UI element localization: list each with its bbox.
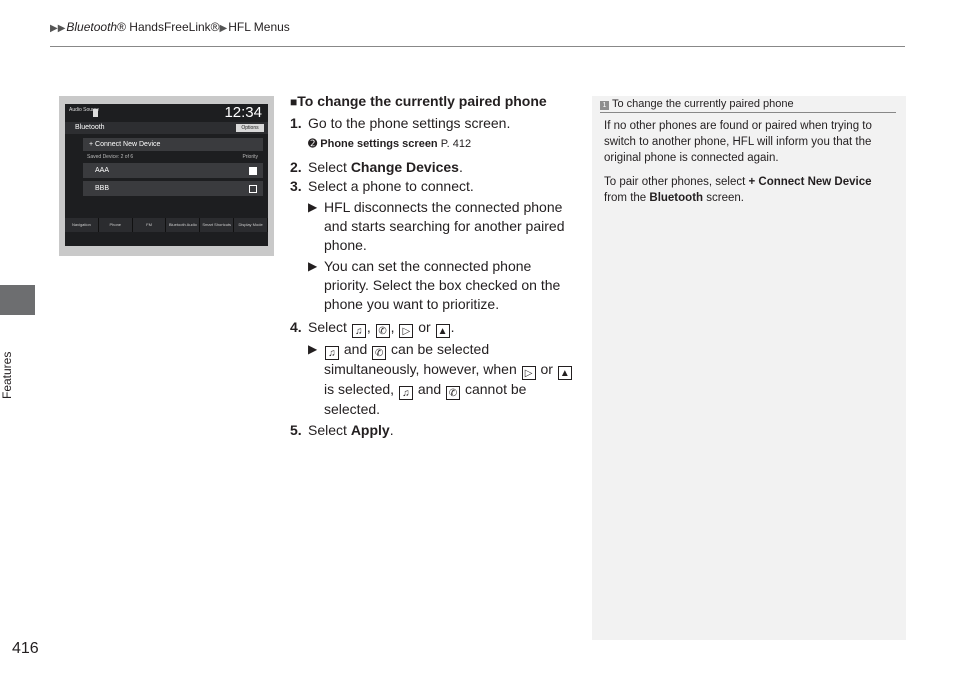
reference-icon: ➋ [308,138,321,150]
result-arrow-icon: ▶ [308,200,318,214]
step-3-result: ▶ HFL disconnects the connected phone and starts searching for another paired phone. [308,199,565,253]
priority-label: Priority [242,154,258,160]
breadcrumb-arrow-icon: ▶▶ [50,23,66,34]
note-body [604,118,894,214]
procedure [290,92,580,440]
audio-icon: ▷ [399,324,413,338]
phone-icon: ✆ [376,324,390,338]
nav-item: Phone [99,218,133,232]
music-note-icon: ♫ [399,386,413,400]
note-heading: 1 To change the currently paired phone [600,98,896,113]
clock: 12:34 [224,104,262,121]
note-paragraph: To pair other phones, select + Connect New Device from the Bluetooth screen. [604,176,872,204]
note-paragraph: If no other phones are found or paired when trying to switch to another phone, HFL will inform you that the original phone is connected again. [604,120,872,164]
result-arrow-icon: ▶ [308,259,318,273]
note-index-icon: 1 [600,101,609,110]
step-3-result: ▶ You can set the connected phone priority. Select the box checked on the phone you want to prioritize. [308,258,561,312]
navigation-icon: ▲ [558,366,572,380]
breadcrumb-hfl: ® HandsFreeLink® [117,20,220,34]
device-name: BBB [95,185,110,192]
options-button: Options [236,124,264,132]
screen-title: Bluetooth [75,124,105,131]
step-3: 3. Select a phone to connect. [290,178,474,194]
note-panel [592,96,906,640]
device-row [83,181,263,196]
navigation-icon: ▲ [436,324,450,338]
page-number: 416 [12,640,39,657]
device-row [83,163,263,178]
breadcrumb-menus: HFL Menus [228,20,290,34]
phone-icon: ✆ [446,386,460,400]
section-tab [0,285,35,315]
connect-new-device-row: + Connect New Device [83,138,263,151]
nav-item: Display Mode [234,218,268,232]
phone-icon: ✆ [372,346,386,360]
breadcrumb-bluetooth: Bluetooth [66,20,118,34]
music-note-icon: ♫ [325,346,339,360]
section-label: Features [0,351,14,399]
volume-icon [93,109,112,117]
audio-source-label: Audio Source [69,107,100,113]
nav-item: Bluetooth Audio [166,218,200,232]
bluetooth-screen [65,104,268,246]
breadcrumb-arrow-icon: ▶ [219,23,228,34]
bottom-nav-bar [65,218,268,232]
header-rule [50,46,905,47]
square-bullet-icon: ■ [290,95,298,109]
nav-item: Navigation [65,218,99,232]
priority-checkbox-icon [249,185,257,193]
music-note-icon: ♫ [352,324,366,338]
page-reference: ➋ Phone settings screen P. 412 [308,138,472,150]
section-title: ■To change the currently paired phone [290,93,547,109]
breadcrumb [50,20,290,34]
audio-icon: ▷ [522,366,536,380]
device-name: AAA [95,167,110,174]
priority-checkbox-icon [249,167,257,175]
result-arrow-icon: ▶ [308,342,318,356]
step-4: 4. Select ♫ , ✆ , ▷ or ▲ . [290,319,455,337]
nav-item: Smart Shortcuts [200,218,234,232]
phone-screen-figure [59,96,274,256]
saved-devices-label: Saved Device: 2 of 6 [87,154,134,160]
step-4-result: ▶ ♫ and ✆ can be selected simultaneously, however, when ▷ or ▲ is selected, ♫ and ✆ cannot be selected. [290,340,580,419]
nav-item: FM [133,218,167,232]
step-1: 1. Go to the phone settings screen. [290,115,511,131]
step-5: 5. Select Apply. [290,422,394,438]
step-2: 2. Select Change Devices. [290,159,463,175]
